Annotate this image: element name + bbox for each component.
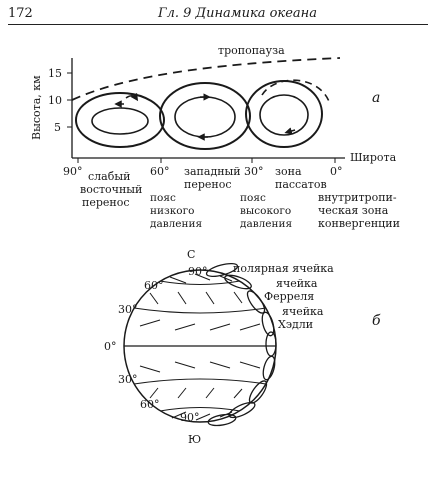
hadley-cell-outer [246,81,322,147]
ferrel-cell-inner [175,97,235,137]
tropopause-label: тропопауза [218,44,285,57]
lat-label-30n: 30° [118,303,138,316]
panel-b-diagram [104,248,381,446]
panel-a-diagram [30,44,397,178]
y-tick-label-15: 15 [48,67,62,80]
annotation-itcz-3: конвергенции [318,217,400,230]
lat-label-60s: 60° [140,398,160,411]
x-tick-label-0: 0° [330,165,343,178]
annotation-low-pressure-1: пояс [150,192,176,204]
annotation-high-pressure-2: высокого [240,205,292,217]
lat-label-30s: 30° [118,373,138,386]
annotation-westerly-1: западный [184,165,241,178]
x-axis-label: Широта [350,151,397,164]
annotation-weak-easterly-3: перенос [82,196,130,209]
south-label: Ю [188,433,202,446]
x-tick-label-60: 60° [150,165,170,178]
cell-label-ferrel-1: ячейка [276,277,318,290]
cell-label-polar: полярная ячейка [233,262,334,275]
lat-label-90n: 90° [188,265,208,278]
y-axis-label: Высота, км [30,75,43,140]
annotation-westerly-2: перенос [184,178,232,191]
x-tick-label-30: 30° [244,165,264,178]
y-tick-label-5: 5 [54,121,61,134]
annotation-trade-winds-1: зона [275,165,302,178]
panel-a-label: а [372,90,381,106]
cell-loops [205,261,277,427]
lat-label-0: 0° [104,340,117,353]
annotation-itcz-2: ческая зона [318,204,389,217]
ferrel-cell-outer [160,83,250,149]
panel-b-label: б [372,313,381,329]
x-tick-label-90: 90° [63,165,83,178]
cell-label-ferrel-2: Ферреля [264,290,315,303]
y-tick-label-10: 10 [48,94,62,107]
polar-cell-inner [92,108,148,134]
annotation-weak-easterly-1: слабый [88,170,131,183]
latitude-30n [134,308,266,313]
annotation-low-pressure-2: низкого [150,205,195,217]
latitude-60s [160,408,240,412]
panel-a-annotations [80,165,400,230]
polar-cell-outer [76,93,164,147]
annotation-high-pressure-3: давления [240,218,293,230]
latitude-30s [134,379,266,384]
cell-label-hadley-2: Хэдли [278,318,314,331]
page-number: 172 [8,6,33,21]
lat-label-90s: 90° [180,411,200,424]
north-label: С [187,248,196,261]
cell-label-hadley-1: ячейка [282,305,324,318]
hadley-cell-arrow [288,130,295,132]
polar-cell-arrow-top [126,96,136,98]
annotation-weak-easterly-2: восточный [80,183,143,196]
annotation-low-pressure-3: давления [150,218,203,230]
annotation-high-pressure-1: пояс [240,192,266,204]
annotation-itcz-1: внутритропи- [318,191,397,204]
annotation-trade-winds-2: пассатов [275,178,327,191]
running-title: Гл. 9 Динамика океана [158,6,317,21]
hadley-cell-inner [260,95,308,135]
lat-label-60n: 60° [144,279,164,292]
